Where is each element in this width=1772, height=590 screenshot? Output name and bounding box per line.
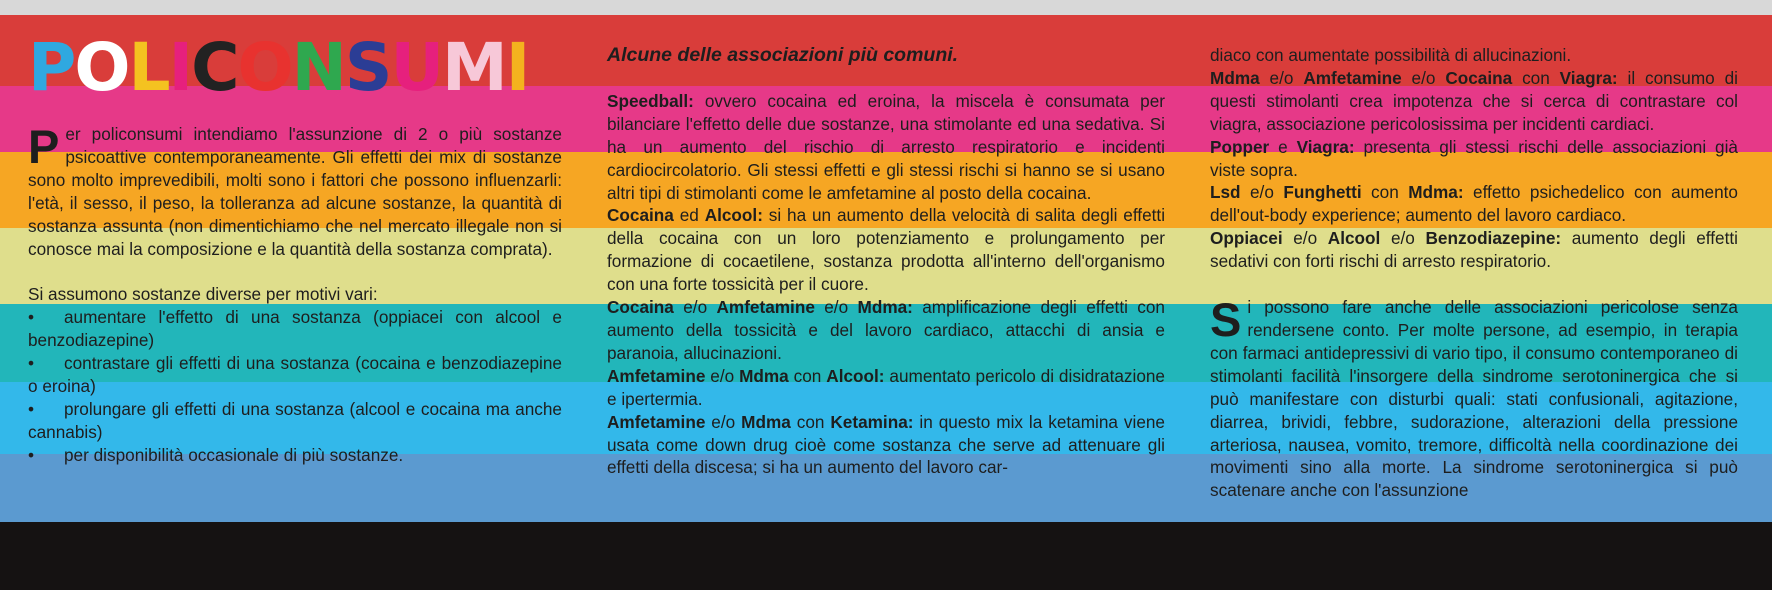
title-letter: N (291, 29, 345, 106)
bullet-mark: • (28, 353, 35, 374)
list-item: • aumentare l'effetto di una sostanza (oppiacei con alcool e benzodiazepine) (28, 307, 562, 351)
list-item: Speedball: ovvero cocaina ed eroina, la miscela è consumata per bilanciare l'effetto delle due sostanze, una stimolante ed una sedativa. Si ha un aumento del rischio di arresto respiratorio e incidenti cardiocircolatorio. Gli stessi effetti e gli stessi rischi si hanno se si usano altri tipi di stimolanti come le amfetamine al posto della cocaina. (607, 90, 1165, 203)
bullet-mark: • (28, 307, 35, 328)
continuation-text: diaco con aumentate possibilità di allucinazioni. (1210, 45, 1572, 65)
list-item: Amfetamine e/o Mdma con Alcool: aumentato pericolo di disidratazione e ipertermia. (607, 365, 1165, 409)
list-item: • prolungare gli effetti di una sostanza (alcool e cocaina ma anche cannabis) (28, 398, 562, 442)
drop-cap: S (1210, 293, 1242, 347)
list-item: Popper e Viagra: presenta gli stessi rischi delle associazioni già viste sopra. (1210, 136, 1738, 180)
list-item: • contrastare gli effetti di una sostanza (cocaina e benzodiazepine o eroina) (28, 353, 562, 397)
title-letter: O (74, 29, 129, 106)
bullet-mark: • (28, 444, 35, 465)
title-letter: M (442, 29, 506, 106)
list-item: Lsd e/o Funghetti con Mdma: effetto psichedelico con aumento dell'out-body experience; aumento del lavoro cardiaco. (1210, 182, 1738, 226)
band-black (0, 522, 1772, 590)
column-2 (607, 44, 1165, 479)
list-item: Amfetamine e/o Mdma con Ketamina: in questo mix la ketamina viene usata come down drug cioè come sostanza che serve ad attenuare gli effetti della discesa; si ha un aumento del lavoro car- (607, 411, 1165, 478)
bullet-mark: • (28, 398, 35, 419)
warning-paragraph: Si possono fare anche delle associazioni pericolose senza rendersene conto. Per molte persone, ad esempio, in terapia con farmaci antidepressivi di vario tipo, il consumo contemporaneo di stimolanti facilità l'insorgere della sindrome serotoninergica che si può manifestare con disturbi quali: stati confusionali, agitazione, diarrea, brividi, febbre, sudorazione, alterazioni della pressione arteriosa, nausea, vomito, tremore, difficoltà nella coordinazione dei movimenti sino alla morte. La sindrome serotoninergica si può scatenare anche con l'assunzione (1210, 293, 1738, 501)
title-letter: O (237, 29, 292, 106)
title-letter: S (344, 29, 391, 106)
title-letter: P (28, 29, 75, 106)
title-letter: U (390, 29, 443, 106)
title-letter: I (505, 29, 529, 106)
reasons-list (28, 306, 562, 466)
page-title (28, 29, 529, 106)
title-letter: C (191, 29, 238, 106)
list-item: Oppiacei e/o Alcool e/o Benzodiazepine: aumento degli effetti sedativi con forti rischi di arresto respiratorio. (1210, 228, 1738, 272)
associations-list-cont (1210, 67, 1738, 273)
title-letter: L (128, 29, 169, 106)
title-letter: I (168, 29, 192, 106)
list-item: • per disponibilità occasionale di più sostanze. (28, 444, 404, 465)
top-strip (0, 0, 1772, 15)
list-item: Mdma e/o Amfetamine e/o Cocaina con Viagra: il consumo di questi stimolanti crea impotenza che si cerca di contrastare col viagra, associazione pericolosissima per incidenti cardiaci. (1210, 67, 1738, 134)
subtitle: Alcune delle associazioni più comuni. (607, 44, 959, 66)
associations-list (607, 90, 1165, 479)
drop-cap: P (28, 120, 60, 173)
list-item: Cocaina e/o Amfetamine e/o Mdma: amplificazione degli effetti con aumento della tossicità e del lavoro cardiaco, attacchi di ansia e paranoia, allucinazioni. (607, 297, 1165, 363)
column-1 (28, 120, 562, 467)
column-3 (1210, 44, 1738, 502)
reasons-intro: Si assumono sostanze diverse per motivi vari: (28, 284, 378, 305)
intro-paragraph: Per policonsumi intendiamo l'assunzione di 2 o più sostanze psicoattive contemporaneamente. Gli effetti dei mix di sostanze sono molto imprevedibili, molti sono i fattori che possono influenzarli: l'età, il sesso, il peso, la tolleranza ad alcune sostanze, la quantità di sostanza assunta (non dimentichiamo che nel mercato illegale non si conosce mai la composizione e la quantità della sostanza comprata). (28, 120, 562, 259)
list-item: Cocaina ed Alcool: si ha un aumento della velocità di salita degli effetti della cocaina con un loro potenziamento e prolungamento per formazione di cocaetilene, sostanza prodotta all'interno dell'organismo con una forte tossicità per il cuore. (607, 205, 1166, 295)
